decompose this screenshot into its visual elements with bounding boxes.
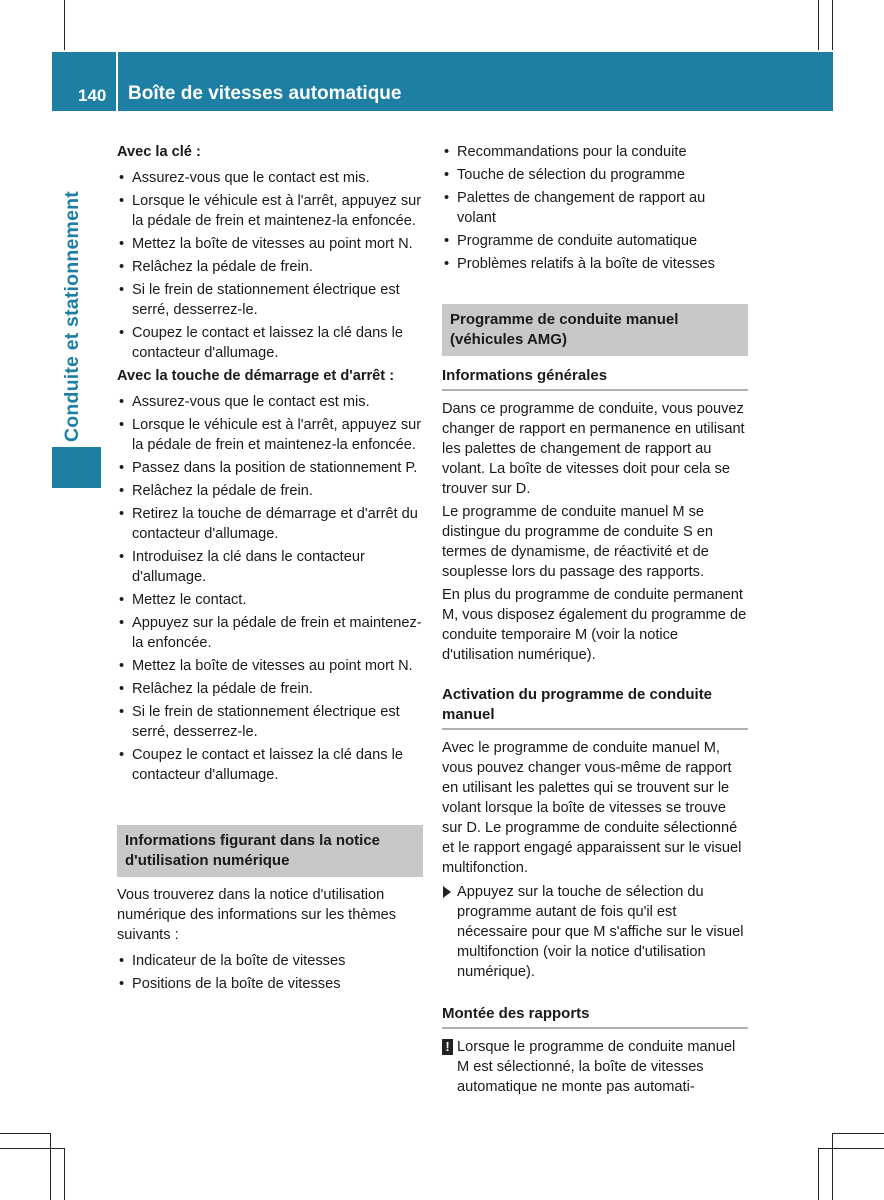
crop-mark	[818, 1148, 884, 1149]
list-item: • Positions de la boîte de vitesses	[117, 974, 423, 994]
crop-mark	[0, 1133, 50, 1134]
list-item: • Coupez le contact et laissez la clé dans le contacteur d'allumage.	[117, 323, 423, 363]
list-item: • Appuyez sur la pédale de frein et maintenez-la enfoncée.	[117, 613, 423, 653]
list-item: • Problèmes relatifs à la boîte de vitesses	[442, 254, 748, 274]
list-item: • Indicateur de la boîte de vitesses	[117, 951, 423, 971]
list-item: • Palettes de changement de rapport au volant	[442, 188, 748, 228]
list-item: • Mettez la boîte de vitesses au point mort N.	[117, 234, 423, 254]
list-item: • Touche de sélection du programme	[442, 165, 748, 185]
start-stop-heading: Avec la touche de démarrage et d'arrêt :	[117, 368, 395, 384]
general-info-heading: Informations générales	[442, 366, 748, 391]
info-topics-list	[117, 951, 423, 994]
crop-mark	[0, 1148, 64, 1149]
exclamation-icon: !	[442, 1039, 453, 1055]
page-header	[52, 52, 833, 111]
triangle-right-icon	[443, 886, 451, 898]
activation-paragraph: Avec le programme de conduite manuel M, vous pouvez changer vous-même de rapport en utilisant les palettes qui se trouvent sur le volant lorsque la boîte de vitesses se trouve sur D. Le programme de conduite sélectionné et le rapport engagé apparaissent sur le visuel multifonction.	[442, 740, 742, 876]
list-item: • Relâchez la pédale de frein.	[117, 679, 423, 699]
chapter-tab-marker	[52, 447, 101, 488]
crop-mark	[818, 0, 819, 50]
crop-mark	[50, 1133, 51, 1200]
start-stop-steps-list	[117, 392, 423, 785]
list-item: • Si le frein de stationnement électrique est serré, desserrez-le.	[117, 280, 423, 320]
warning-text: Lorsque le programme de conduite manuel M est sélectionné, la boîte de vitesses automatique ne monte pas automati-	[457, 1039, 736, 1095]
upshift-heading: Montée des rapports	[442, 1004, 748, 1029]
crop-mark	[832, 1133, 884, 1134]
general-paragraph: Dans ce programme de conduite, vous pouvez changer de rapport en permanence en utilisant les palettes de changement de rapport au volant. La boîte de vitesses doit pour cela se trouver sur D.	[442, 401, 745, 497]
page-number: 140	[78, 86, 107, 105]
list-item: • Assurez-vous que le contact est mis.	[117, 392, 423, 412]
page-title: Boîte de vitesses automatique	[128, 83, 402, 104]
list-item: • Relâchez la pédale de frein.	[117, 257, 423, 277]
list-item: • Retirez la touche de démarrage et d'arrêt du contacteur d'allumage.	[117, 504, 423, 544]
list-item: • Recommandations pour la conduite	[442, 142, 748, 162]
list-item: • Lorsque le véhicule est à l'arrêt, appuyez sur la pédale de frein et maintenez-la enfoncée.	[117, 191, 423, 231]
crop-mark	[64, 0, 65, 50]
amg-section-box: Programme de conduite manuel (véhicules AMG)	[442, 304, 748, 356]
action-step	[442, 882, 748, 982]
chapter-label: Conduite et stationnement	[61, 191, 83, 442]
info-topics-list-continued	[442, 142, 748, 274]
list-item: • Introduisez la clé dans le contacteur d'allumage.	[117, 547, 423, 587]
general-paragraph: En plus du programme de conduite permanent M, vous disposez également du programme de conduite temporaire M (voir la notice d'utilisation numérique).	[442, 587, 747, 663]
crop-mark	[818, 1148, 819, 1200]
right-column	[442, 142, 748, 1097]
crop-mark	[832, 0, 833, 50]
info-section-box: Informations figurant dans la notice d'utilisation numérique	[117, 825, 423, 877]
action-step-text: Appuyez sur la touche de sélection du programme autant de fois qu'il est nécessaire pour que M s'affiche sur le visuel multifonction (voir la notice d'utilisation numérique).	[457, 884, 744, 980]
list-item: • Programme de conduite automatique	[442, 231, 748, 251]
key-steps-list	[117, 168, 423, 363]
info-intro: Vous trouverez dans la notice d'utilisation numérique des informations sur les thèmes suivants :	[117, 887, 397, 943]
activation-heading: Activation du programme de conduite manuel	[442, 685, 748, 730]
header-divider	[116, 52, 118, 111]
list-item: • Si le frein de stationnement électrique est serré, desserrez-le.	[117, 702, 423, 742]
list-item: • Relâchez la pédale de frein.	[117, 481, 423, 501]
left-column	[117, 142, 423, 997]
crop-mark	[832, 1133, 833, 1200]
general-paragraph: Le programme de conduite manuel M se distingue du programme de conduite S en termes de dynamisme, de réactivité et de souplesse lors du passage des rapports.	[442, 504, 713, 580]
key-heading: Avec la clé :	[117, 144, 201, 160]
list-item: • Passez dans la position de stationnement P.	[117, 458, 423, 478]
crop-mark	[64, 1148, 65, 1200]
list-item: • Mettez la boîte de vitesses au point mort N.	[117, 656, 423, 676]
list-item: • Coupez le contact et laissez la clé dans le contacteur d'allumage.	[117, 745, 423, 785]
list-item: • Mettez le contact.	[117, 590, 423, 610]
list-item: • Assurez-vous que le contact est mis.	[117, 168, 423, 188]
warning-note	[442, 1037, 748, 1097]
list-item: • Lorsque le véhicule est à l'arrêt, appuyez sur la pédale de frein et maintenez-la enfoncée.	[117, 415, 423, 455]
